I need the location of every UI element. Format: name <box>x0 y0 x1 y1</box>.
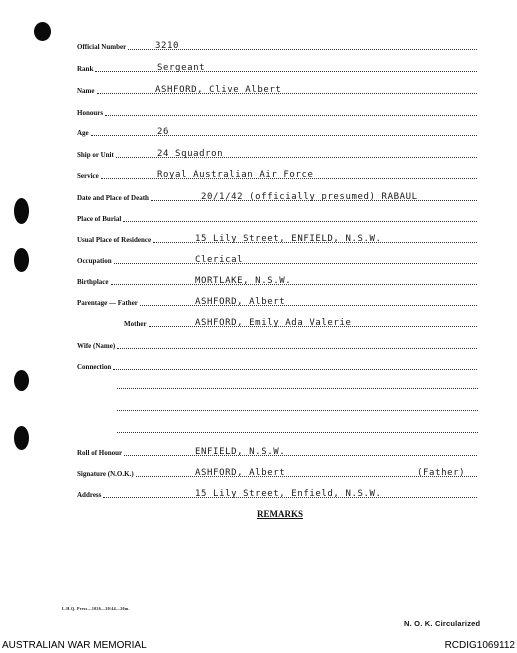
field-occupation <box>77 252 478 266</box>
field-value: 15 Lily Street, Enfield, N.S.W. <box>195 489 382 499</box>
remarks-heading: REMARKS <box>256 509 303 519</box>
dotted-leader <box>97 93 478 94</box>
connection-blank-line <box>117 388 478 389</box>
field-wife <box>77 337 478 351</box>
field-roll-of-honour <box>77 444 478 458</box>
dotted-leader <box>113 369 477 370</box>
field-value: Clerical <box>195 255 244 265</box>
field-label: Connection <box>77 363 112 371</box>
field-honours <box>77 104 478 118</box>
connection-blank-line <box>117 432 478 433</box>
dotted-leader <box>123 221 477 222</box>
punch-hole <box>14 426 29 450</box>
field-label: Name <box>77 87 95 95</box>
field-official-number <box>77 38 478 52</box>
field-label: Age <box>77 129 89 137</box>
field-value: 26 <box>157 127 170 137</box>
punch-hole <box>14 370 29 391</box>
field-value: ASHFORD, Albert <box>195 468 286 478</box>
field-place-of-burial <box>77 210 478 224</box>
field-connection <box>77 358 478 372</box>
punch-hole <box>14 248 29 272</box>
dotted-leader <box>114 263 477 264</box>
field-value: ASHFORD, Emily Ada Valerie <box>195 318 352 328</box>
field-address <box>77 486 478 500</box>
field-label: Roll of Honour <box>77 449 123 457</box>
dotted-leader <box>124 455 477 456</box>
punch-hole <box>14 198 29 224</box>
field-value: 15 Lily Street, ENFIELD, N.S.W. <box>195 234 382 244</box>
dotted-leader <box>140 305 477 306</box>
footer-bar <box>0 638 517 653</box>
nok-circularized-stamp: N. O. K. Circularized <box>404 619 481 628</box>
field-value: ENFIELD, N.S.W. <box>195 447 286 457</box>
field-label: Parentage — Father <box>77 299 138 307</box>
dotted-leader <box>117 348 477 349</box>
field-value: 24 Squadron <box>157 149 224 159</box>
field-value: MORTLAKE, N.S.W. <box>195 276 292 286</box>
field-ship-or-unit <box>77 146 478 160</box>
field-value: ASHFORD, Clive Albert <box>155 85 282 95</box>
dotted-leader <box>105 115 477 116</box>
field-value: ASHFORD, Albert <box>195 297 286 307</box>
field-label: Official Number <box>77 43 127 51</box>
field-signature-nok <box>77 465 478 479</box>
connection-blank-line <box>117 410 478 411</box>
field-name <box>77 82 478 96</box>
field-value: Sergeant <box>157 63 206 73</box>
field-label: Place of Burial <box>77 215 122 223</box>
dotted-leader <box>128 49 477 50</box>
field-service <box>77 167 478 181</box>
field-value: Royal Australian Air Force <box>157 170 314 180</box>
field-label: Usual Place of Residence <box>77 236 152 244</box>
field-age <box>77 124 478 138</box>
field-date-place-of-death <box>77 189 478 203</box>
field-label: Signature (N.O.K.) <box>77 470 134 478</box>
dotted-leader <box>95 71 477 72</box>
field-label: Ship or Unit <box>77 151 114 159</box>
dotted-leader <box>91 135 477 136</box>
print-code: L.H.Q. Press—1026—20/44—20m. <box>62 606 130 611</box>
field-label: Wife (Name) <box>77 342 116 350</box>
field-label: Service <box>77 172 99 180</box>
field-label: Date and Place of Death <box>77 194 149 202</box>
field-label: Rank <box>77 65 94 73</box>
field-label: Birthplace <box>77 278 109 286</box>
field-father <box>77 294 478 308</box>
field-usual-residence <box>77 231 478 245</box>
field-value-relation: (Father) <box>417 468 466 478</box>
field-mother <box>124 315 478 329</box>
field-rank <box>77 60 478 74</box>
field-label: Mother <box>124 320 147 328</box>
field-label: Honours <box>77 109 104 117</box>
field-label: Occupation <box>77 257 112 265</box>
field-birthplace <box>77 273 478 287</box>
field-value: 20/1/42 (officially presumed) RABAUL <box>201 192 418 202</box>
dotted-leader <box>111 284 478 285</box>
field-value: 3210 <box>155 41 180 51</box>
footer-record-id: RCDIG1069112 <box>444 640 515 651</box>
field-label: Address <box>77 491 102 499</box>
punch-hole <box>34 22 51 41</box>
footer-institution: AUSTRALIAN WAR MEMORIAL <box>2 640 147 651</box>
